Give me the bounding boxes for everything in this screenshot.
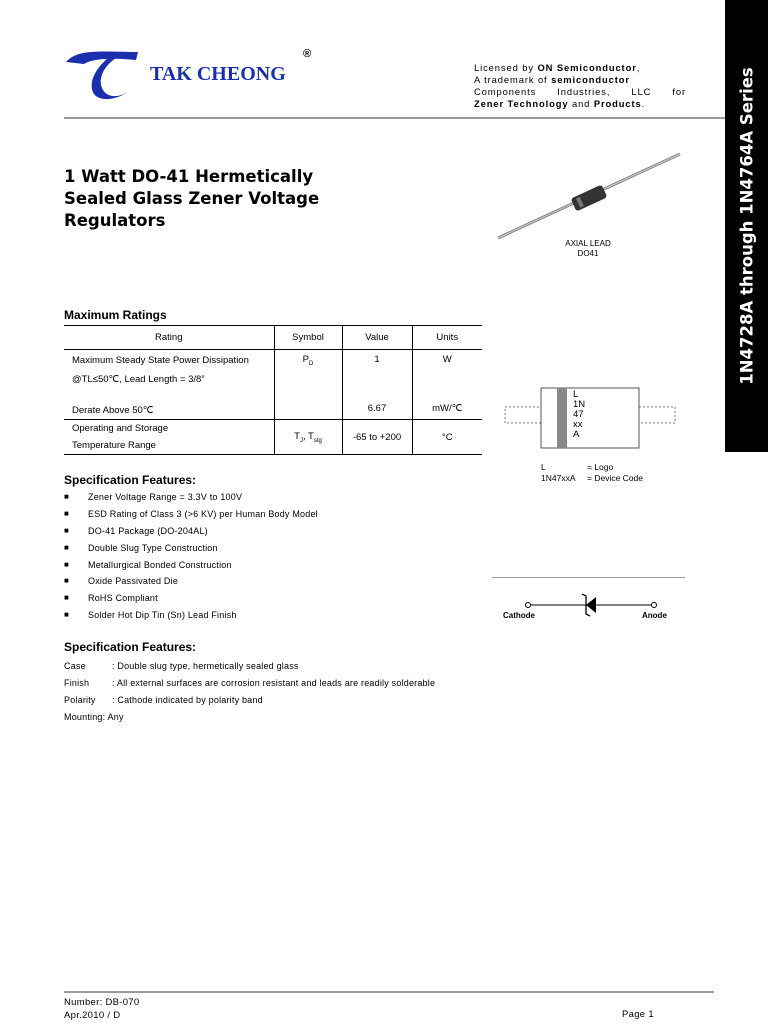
col-rating: Rating (64, 326, 274, 350)
col-symbol: Symbol (274, 326, 342, 350)
page-title: 1 Watt DO-41 Hermetically Sealed Glass Zener Voltage Regulators (64, 167, 320, 230)
col-value: Value (342, 326, 412, 350)
list-item: ■ ESD Rating of Class 3 (>6 KV) per Human Body Model (64, 508, 318, 519)
table-row (64, 420, 482, 455)
list-item: ■ Double Slug Type Construction (64, 542, 218, 553)
rating-cell: Maximum Steady State Power Dissipation @TL≤50℃, Lead Length = 3/8” Derate Above 50℃ (64, 350, 274, 420)
table-header-row (64, 326, 482, 350)
document-number: Number: DB-070 (64, 997, 140, 1008)
list-item: ■ DO-41 Package (DO-204AL) (64, 525, 208, 536)
mechanical-specs (64, 658, 435, 726)
document-date: Apr.2010 / D (64, 1010, 121, 1021)
features-list (64, 489, 318, 624)
rating-cell: Operating and Storage Temperature Range (64, 420, 274, 455)
series-label: 1N4728A through 1N4764A Series (737, 67, 756, 385)
list-item: ■ Solder Hot Dip Tin (Sn) Lead Finish (64, 610, 237, 621)
anode-label: Anode (642, 611, 667, 620)
page-number: Page 1 (622, 1009, 654, 1020)
diode-divider (492, 577, 685, 578)
series-side-band (725, 0, 768, 452)
document-info (64, 996, 139, 1022)
brand-name: TAK CHEONG (150, 63, 286, 85)
cathode-label: Cathode (503, 611, 535, 620)
axial-lead-package-drawing (492, 146, 688, 246)
unit-cell: °C (412, 420, 482, 455)
table-row (64, 350, 482, 420)
value-cell: -65 to +200 (342, 420, 412, 455)
registered-mark: ® (303, 48, 312, 60)
footer-divider (64, 991, 714, 993)
device-marking-code: L 1N 47 xx A (573, 389, 586, 440)
list-item: Finish : All external surfaces are corrosion resistant and leads are readily solderable (64, 678, 436, 688)
value-cell: 1 6.67 (342, 350, 412, 420)
list-item: Mounting : Any (64, 712, 124, 722)
list-item: ■ RoHS Compliant (64, 593, 158, 604)
header-divider (64, 117, 725, 119)
device-marking-drawing (504, 384, 676, 454)
package-caption: AXIAL LEAD DO41 (565, 239, 611, 258)
license-notice: Licensed by ON Semiconductor, A trademark of semiconductor Components Industries, LLC for Zener Technology and Products. (474, 62, 686, 109)
col-units: Units (412, 326, 482, 350)
max-ratings-table (64, 325, 482, 455)
features-heading: Specification Features: (64, 473, 197, 487)
unit-cell: W mW/℃ (412, 350, 482, 420)
max-ratings-heading: Maximum Ratings (64, 308, 167, 322)
mechanical-heading: Specification Features: (64, 640, 197, 654)
list-item: Case : Double slug type, hermetically sealed glass (64, 661, 299, 671)
tak-cheong-logo (64, 48, 140, 104)
list-item: ■ Zener Voltage Range = 3.3V to 100V (64, 492, 243, 502)
symbol-cell: $P_D$ (274, 350, 342, 420)
list-item: ■ Oxide Passivated Die (64, 576, 179, 587)
marking-legend: L = Logo 1N47xxA = Device Code (541, 462, 643, 483)
list-item: ■ Metallurgical Bonded Construction (64, 559, 232, 570)
symbol-cell: $T_J$, $T_{stg}$ (274, 420, 342, 455)
list-item: Polarity : Cathode indicated by polarity band (64, 695, 263, 705)
